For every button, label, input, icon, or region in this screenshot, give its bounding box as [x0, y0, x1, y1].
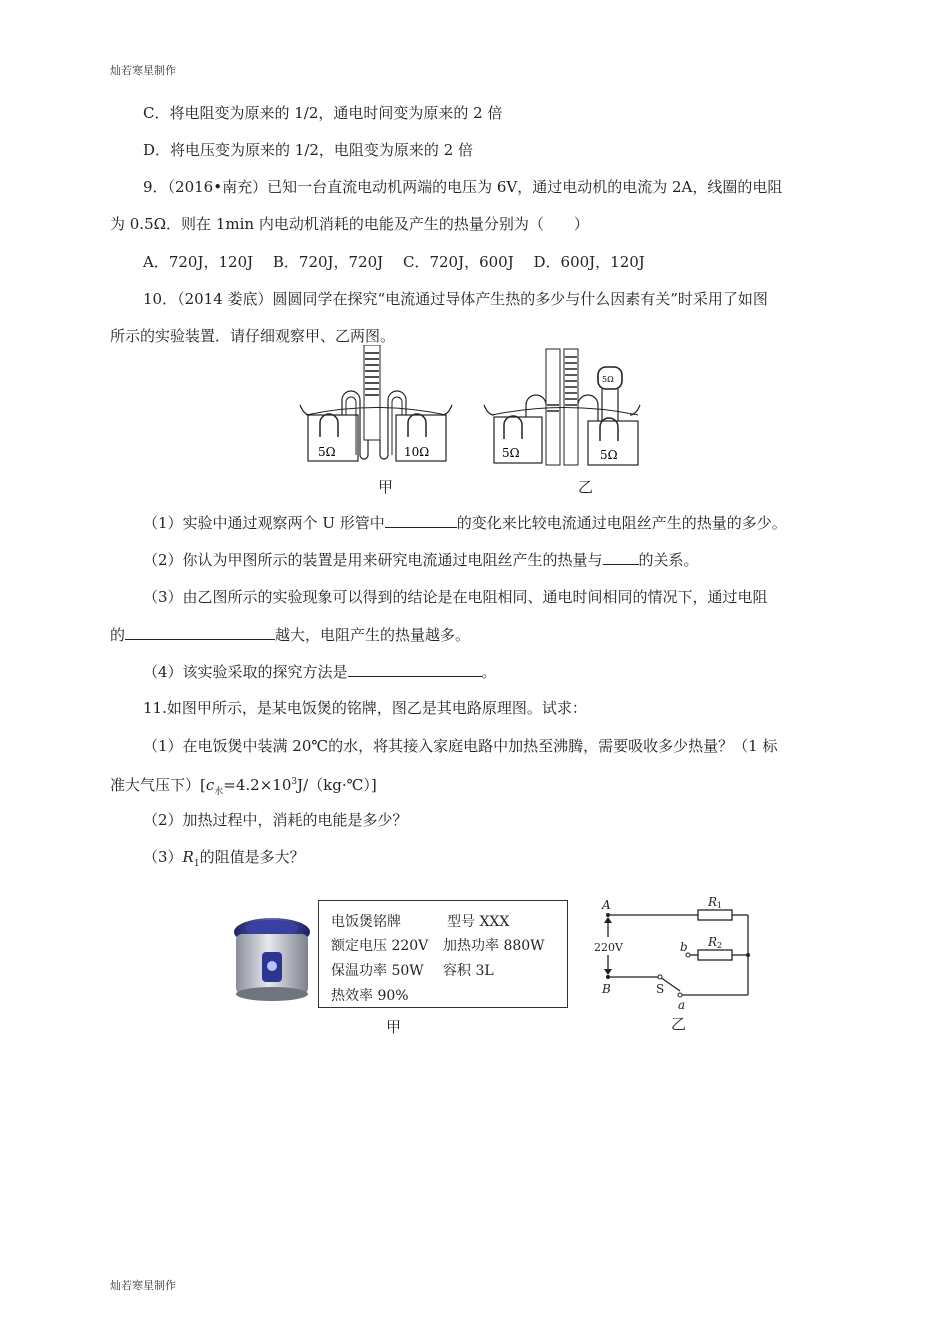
- q10-part1-blank[interactable]: [385, 512, 457, 528]
- q8-option-d: D．将电压变为原来的 1/2，电阻变为原来的 2 倍: [143, 141, 474, 159]
- figure-jia-apparatus: [296, 345, 456, 470]
- supply-voltage-label: 220V: [594, 941, 623, 954]
- q9-line2: 为 0.5Ω．则在 1min 内电动机消耗的电能及产生的热量分别为（ ）: [110, 215, 589, 233]
- r1-subscript: 1: [717, 901, 723, 910]
- q10-part1: [143, 512, 787, 533]
- q10-part4: [143, 661, 497, 682]
- q11-sub1-line2: [110, 772, 377, 802]
- exponent: 3: [291, 777, 298, 787]
- page-footer: 灿若寒星制作: [110, 1279, 176, 1292]
- figure-yi-apparatus: [480, 345, 645, 470]
- q10-part2-text-b: 的关系。: [638, 551, 699, 569]
- plate-capacity: 容积 3L: [443, 963, 494, 979]
- q10-line1: 10．（2014 娄底）圆圆同学在探究“电流通过导体产生热的多少与什么因素有关”时采用了如图: [143, 290, 768, 308]
- plate-rated-voltage: 额定电压 220V: [331, 938, 429, 954]
- q11-sub3-text-a: （3）: [143, 848, 183, 866]
- figure-11-jia-caption: 甲: [386, 1018, 402, 1036]
- q11-sub1-text-c: J/（kg·℃）]: [297, 776, 377, 794]
- q10-part2: [143, 549, 699, 570]
- figure-yi-caption: 乙: [578, 478, 594, 496]
- r2-subscript: 2: [717, 941, 723, 950]
- q11-sub3-text-b: 的阻值是多大？: [199, 848, 305, 866]
- q10-line2: 所示的实验装置．请仔细观察甲、乙两图。: [110, 327, 396, 345]
- q9-line1: 9．（2016•南充）已知一台直流电动机两端的电压为 6V，通过电动机的电流为 2A，线圈的电阻: [143, 178, 783, 196]
- q10-part4-blank[interactable]: [348, 661, 482, 677]
- plate-model: 型号 XXX: [447, 914, 510, 930]
- q10-part4-text-a: （4）该实验采取的探究方法是: [143, 663, 348, 681]
- q11-sub1-text-a: 准大气压下）[: [110, 776, 206, 794]
- yi-right-resistor-label: 5Ω: [600, 448, 618, 462]
- q10-part3-line1: （3）由乙图所示的实验现象可以得到的结论是在电阻相同、通电时间相同的情况下，通过电阻: [143, 588, 768, 606]
- r2-label: R: [708, 935, 718, 949]
- specific-heat-subscript: 水: [214, 787, 224, 797]
- q10-part3-text-b: 越大，电阻产生的热量越多。: [275, 626, 471, 644]
- q9-options: A．720J，120J B．720J，720J C．720J，600J D．600J，120J: [143, 253, 645, 271]
- plate-keep-warm-power: 保温功率 50W: [331, 963, 424, 979]
- q10-part1-text-a: （1）实验中通过观察两个 U 形管中: [143, 514, 385, 532]
- resistor-symbol: R: [182, 848, 194, 866]
- yi-left-resistor-label: 5Ω: [502, 446, 520, 460]
- jia-left-resistor-label: 5Ω: [318, 445, 336, 459]
- contact-a-label: a: [678, 998, 686, 1012]
- page-header: 灿若寒星制作: [110, 64, 176, 77]
- q11-line1: 11.如图甲所示，是某电饭煲的铭牌，图乙是其电路原理图。试求：: [143, 699, 587, 717]
- q11-sub3: [143, 847, 305, 874]
- q10-part2-text-a: （2）你认为甲图所示的装置是用来研究电流通过电阻丝产生的热量与: [143, 551, 603, 569]
- q8-option-c: C．将电阻变为原来的 1/2，通电时间变为原来的 2 倍: [143, 104, 503, 122]
- node-b-label: B: [602, 982, 611, 996]
- rice-cooker-image: [232, 912, 312, 1004]
- q10-part4-text-b: 。: [481, 663, 497, 681]
- q11-sub2: （2）加热过程中，消耗的电能是多少？: [143, 811, 408, 829]
- switch-s-label: S: [656, 982, 665, 996]
- q11-sub1-text-b: =4.2×10: [223, 776, 292, 794]
- q10-part1-text-b: 的变化来比较电流通过电阻丝产生的热量的多少。: [456, 514, 787, 532]
- figure-11-yi-caption: 乙: [671, 1015, 687, 1033]
- yi-top-resistor-label: 5Ω: [602, 375, 614, 384]
- specific-heat-symbol: c: [205, 776, 215, 794]
- plate-efficiency: 热效率 90%: [331, 988, 409, 1004]
- contact-b-label: b: [680, 940, 688, 954]
- plate-title: 电饭煲铭牌: [331, 914, 401, 930]
- resistor-subscript: 1: [193, 859, 200, 869]
- q10-part3-blank[interactable]: [125, 624, 275, 640]
- jia-right-resistor-label: 10Ω: [404, 445, 430, 459]
- q10-part3-text-a: 的: [110, 626, 126, 644]
- plate-heating-power: 加热功率 880W: [443, 938, 545, 954]
- q10-part2-blank[interactable]: [603, 549, 639, 565]
- figure-jia-caption: 甲: [378, 478, 394, 496]
- node-a-label: A: [602, 898, 611, 912]
- rice-cooker-nameplate: [318, 900, 568, 1008]
- q11-sub1-line1: （1）在电饭煲中装满 20℃的水，将其接入家庭电路中加热至沸腾，需要吸收多少热量？（1 标: [143, 737, 778, 755]
- q10-part3-line2: [110, 624, 470, 645]
- r1-label: R: [708, 895, 718, 909]
